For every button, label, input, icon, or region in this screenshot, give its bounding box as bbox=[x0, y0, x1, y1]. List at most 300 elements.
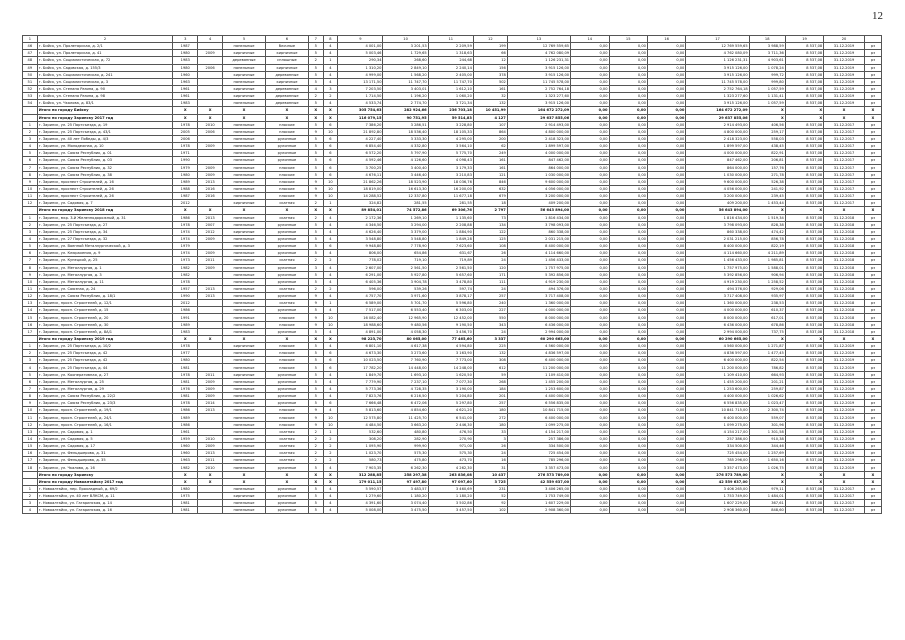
table-cell: 2 849,10 bbox=[383, 64, 428, 71]
table-cell: 238,53 bbox=[749, 300, 785, 307]
table-row bbox=[23, 157, 882, 164]
table-cell: 1 057,59 bbox=[749, 100, 785, 107]
table-cell: 4 bbox=[23, 507, 38, 514]
address-cell: г. Заринск, ул. Союза Республик, д. 23/3 bbox=[37, 400, 173, 407]
table-cell: 2 240,14 bbox=[428, 64, 473, 71]
table-cell: 1 057,59 bbox=[749, 85, 785, 92]
table-cell: 0,00 bbox=[647, 71, 685, 78]
table-cell: 6 bbox=[323, 121, 338, 128]
table-cell: 10 451,99 bbox=[473, 107, 507, 114]
table-cell: 5 bbox=[308, 64, 323, 71]
table-cell: 8 537,08 bbox=[785, 221, 823, 228]
table-cell: 1986 bbox=[173, 421, 198, 428]
table-cell: 1 323 277,60 bbox=[507, 93, 570, 100]
table-cell: 6 bbox=[323, 364, 338, 371]
table-cell: 0,00 bbox=[609, 328, 647, 335]
table-cell: 8 537,08 bbox=[785, 364, 823, 371]
table-cell: 2010 bbox=[198, 121, 223, 128]
table-cell: 0,00 bbox=[609, 335, 647, 342]
table-cell: панельные bbox=[223, 350, 266, 357]
table-cell: 0,00 bbox=[609, 57, 647, 64]
table-cell: 1 757 975,00 bbox=[686, 264, 749, 271]
table-cell: 5 bbox=[308, 221, 323, 228]
table-cell: рз bbox=[864, 293, 881, 300]
table-cell: 0,00 bbox=[609, 85, 647, 92]
table-cell bbox=[198, 507, 223, 514]
table-cell: 2 994 000,00 bbox=[686, 328, 749, 335]
table-cell: 13 171,50 bbox=[338, 78, 383, 85]
table-cell: 31.12.2019 bbox=[824, 428, 865, 435]
table-cell: 33 bbox=[473, 428, 507, 435]
table-cell: 4 bbox=[323, 371, 338, 378]
table-cell: 5 797,90 bbox=[383, 150, 428, 157]
table-cell: 31.12.2017 bbox=[824, 171, 865, 178]
table-cell: 4 bbox=[323, 50, 338, 57]
table-cell: 664,93 bbox=[749, 371, 785, 378]
table-cell: 50 bbox=[23, 71, 38, 78]
table-row bbox=[23, 257, 882, 264]
table-cell: рулонные bbox=[265, 157, 308, 164]
table-cell: 11 bbox=[23, 414, 38, 421]
table-row bbox=[23, 285, 882, 292]
table-cell: 1983 bbox=[173, 328, 198, 335]
table-cell: 227 bbox=[473, 307, 507, 314]
table-cell: 1976 bbox=[173, 385, 198, 392]
table-cell: 282,90 bbox=[383, 435, 428, 442]
address-cell: г. Заринск, ул. Садовая, д. 5 bbox=[37, 435, 173, 442]
table-cell: 4 560 000,00 bbox=[686, 343, 749, 350]
table-cell: 4 400 000,00 bbox=[686, 393, 749, 400]
table-cell: рз bbox=[864, 135, 881, 142]
table-cell: 31.12.2018 bbox=[824, 300, 865, 307]
table-cell: рулонные bbox=[265, 328, 308, 335]
table-cell: 161 bbox=[473, 85, 507, 92]
table-cell: панельные bbox=[223, 285, 266, 292]
table-cell: 2 bbox=[308, 450, 323, 457]
table-cell: 31.12.2017 bbox=[824, 500, 865, 507]
table-cell: X bbox=[265, 114, 308, 121]
table-cell: 10 bbox=[323, 185, 338, 192]
table-cell: 3 357 473,00 bbox=[686, 464, 749, 471]
table-cell: 0,00 bbox=[571, 107, 609, 114]
table-cell: 31.12.2019 bbox=[824, 343, 865, 350]
address-cell: г. Заринск, ул. Металлургов, д. 25 bbox=[37, 378, 173, 385]
table-cell: 6 405,36 bbox=[338, 278, 383, 285]
table-cell: 18 bbox=[23, 464, 38, 471]
address-cell: г. Бийск, ул. Чкалова, д. 83/1 bbox=[37, 100, 173, 107]
table-cell: 4 001,00 bbox=[338, 43, 383, 50]
table-cell: 1 607 229,00 bbox=[507, 500, 570, 507]
table-row bbox=[23, 78, 882, 85]
table-cell: 0,00 bbox=[571, 43, 609, 50]
table-cell: 4 891,00 bbox=[338, 328, 383, 335]
table-cell: 2 bbox=[308, 57, 323, 64]
table-cell: 597,74 bbox=[428, 285, 473, 292]
table-cell: 1 126 231,31 bbox=[686, 57, 749, 64]
table-cell: 4 391,60 bbox=[338, 500, 383, 507]
table-cell: 249 bbox=[473, 150, 507, 157]
table-cell: 0,00 bbox=[609, 43, 647, 50]
table-row bbox=[23, 71, 882, 78]
table-cell: 42 559 637,00 bbox=[507, 478, 570, 485]
table-row bbox=[23, 343, 882, 350]
table-cell: 0,00 bbox=[609, 357, 647, 364]
table-cell: 539,26 bbox=[383, 285, 428, 292]
table-cell: 0,00 bbox=[571, 185, 609, 192]
table-cell: панельные bbox=[223, 214, 266, 221]
table-cell: 0,00 bbox=[647, 428, 685, 435]
table-cell: 0,00 bbox=[609, 414, 647, 421]
table-cell: панельные bbox=[223, 385, 266, 392]
table-cell: 12 bbox=[473, 57, 507, 64]
table-cell: 4 533,74 bbox=[338, 100, 383, 107]
address-cell: г. Бийск, ул. Садовская, д. 155/3 bbox=[37, 64, 173, 71]
table-cell: 3 478,80 bbox=[428, 278, 473, 285]
table-cell: 1 109 410,00 bbox=[507, 371, 570, 378]
subtotal-row bbox=[23, 471, 882, 478]
table-cell: рз bbox=[864, 507, 881, 514]
table-cell: 16 bbox=[23, 450, 38, 457]
table-cell: 9 bbox=[308, 321, 323, 328]
table-cell: 31.12.2019 bbox=[824, 414, 865, 421]
table-row bbox=[23, 193, 882, 200]
table-cell: 31.12.2019 bbox=[824, 407, 865, 414]
table-cell: рз bbox=[864, 257, 881, 264]
table-cell: 8 537,08 bbox=[785, 464, 823, 471]
header-cell: 19 bbox=[785, 36, 823, 43]
table-cell: 971,00 bbox=[428, 443, 473, 450]
address-cell: г. Заринск, просп. Строителей, д. 30 bbox=[37, 321, 173, 328]
table-cell: 2010 bbox=[198, 435, 223, 442]
table-cell: 268 bbox=[473, 378, 507, 385]
table-cell: 2 774,70 bbox=[383, 100, 428, 107]
table-cell: 0,00 bbox=[647, 143, 685, 150]
address-cell: г. Заринск, проспект Строителей, д. 26 bbox=[37, 193, 173, 200]
table-cell: 276 573 789,00 bbox=[507, 471, 570, 478]
table-cell: рз bbox=[864, 143, 881, 150]
header-cell: 5 bbox=[223, 36, 266, 43]
table-cell: 2 bbox=[308, 93, 323, 100]
table-cell: 2 bbox=[308, 435, 323, 442]
table-cell: 4 621,20 bbox=[428, 407, 473, 414]
table-cell: скатная bbox=[265, 257, 308, 264]
address-cell: г. Заринск, ул. Фельдшерова, д. 31 bbox=[37, 450, 173, 457]
table-cell: рз bbox=[864, 221, 881, 228]
table-cell: X bbox=[749, 207, 785, 214]
table-cell: 7 bbox=[23, 257, 38, 264]
header-cell: 14 bbox=[571, 36, 609, 43]
table-cell: 10 bbox=[323, 193, 338, 200]
table-cell: 5 927,80 bbox=[383, 271, 428, 278]
table-cell: 4 bbox=[323, 71, 338, 78]
table-cell: рз bbox=[864, 264, 881, 271]
table-cell: 1 095,90 bbox=[338, 443, 383, 450]
table-cell: 502 bbox=[473, 78, 507, 85]
table-cell: 12 769 559,65 bbox=[686, 43, 749, 50]
table-cell: 5 bbox=[308, 100, 323, 107]
table-cell: 0,00 bbox=[647, 321, 685, 328]
table-cell: 3 798 093,00 bbox=[507, 221, 570, 228]
table-row bbox=[23, 507, 882, 514]
table-cell: 8 537,08 bbox=[785, 164, 823, 171]
address-cell: г. Заринск, мкр. 3-й Железнодорожный, д. 31 bbox=[37, 214, 173, 221]
table-cell: 1959 bbox=[173, 435, 198, 442]
table-cell: 0,00 bbox=[609, 435, 647, 442]
table-cell: 272 bbox=[473, 414, 507, 421]
table-cell: 0,00 bbox=[647, 100, 685, 107]
table-cell: 5 bbox=[308, 150, 323, 157]
table-cell: 54 bbox=[23, 100, 38, 107]
table-cell: 4 bbox=[323, 464, 338, 471]
table-cell: 7 bbox=[23, 164, 38, 171]
table-cell: 8 537,08 bbox=[785, 307, 823, 314]
table-cell: рз bbox=[864, 164, 881, 171]
table-cell: 1 849,70 bbox=[338, 371, 383, 378]
table-cell: 0,00 bbox=[647, 50, 685, 57]
address-cell: г. Бийск, ул. Социалистическая, д. 241 bbox=[37, 71, 173, 78]
table-cell: 5 bbox=[308, 371, 323, 378]
table-cell: скатная bbox=[265, 285, 308, 292]
table-cell: 2 209,59 bbox=[428, 43, 473, 50]
table-row bbox=[23, 228, 882, 235]
table-cell: 0,00 bbox=[609, 321, 647, 328]
table-cell: 0,00 bbox=[609, 385, 647, 392]
table-cell: 0,00 bbox=[609, 128, 647, 135]
table-cell: 0,00 bbox=[609, 478, 647, 485]
table-cell: скатная bbox=[265, 435, 308, 442]
table-cell: 60 290 665,00 bbox=[686, 335, 749, 342]
table-cell: 0,00 bbox=[647, 478, 685, 485]
table-cell: 31.12.2017 bbox=[824, 507, 865, 514]
table-cell bbox=[198, 300, 223, 307]
table-cell: 49 bbox=[23, 64, 38, 71]
table-cell: X bbox=[198, 335, 223, 342]
table-cell: 9 948,80 bbox=[338, 243, 383, 250]
table-cell: 0,00 bbox=[571, 478, 609, 485]
table-cell: 1 023,47 bbox=[749, 400, 785, 407]
table-cell: 239,45 bbox=[749, 193, 785, 200]
table-cell: 8 537,08 bbox=[785, 421, 823, 428]
table-cell: 8 537,08 bbox=[785, 393, 823, 400]
table-cell: рз bbox=[864, 428, 881, 435]
table-cell: 4 211,89 bbox=[749, 250, 785, 257]
table-cell: 161 bbox=[473, 157, 507, 164]
table-cell: 42 559 637,00 bbox=[686, 478, 749, 485]
table-cell: 0,00 bbox=[571, 250, 609, 257]
table-cell: 1980 bbox=[173, 171, 198, 178]
address-cell: г. Заринск, ул. Союза Республик, д. 32 bbox=[37, 164, 173, 171]
table-cell: 8 537,08 bbox=[785, 428, 823, 435]
table-cell: 4 bbox=[323, 271, 338, 278]
table-cell: 4 bbox=[23, 364, 38, 371]
table-cell: панельные bbox=[223, 135, 266, 142]
table-cell: рз bbox=[864, 50, 881, 57]
table-cell: 0,00 bbox=[609, 314, 647, 321]
table-cell: 259,87 bbox=[749, 385, 785, 392]
table-cell: 3 273,60 bbox=[383, 350, 428, 357]
table-cell: 2006 bbox=[198, 64, 223, 71]
address-cell: г. Новоалтайск, ул. Гагаринская, д. 16 bbox=[37, 507, 173, 514]
table-cell: 31.12.2018 bbox=[824, 307, 865, 314]
table-cell: 1990 bbox=[173, 293, 198, 300]
table-cell: 8 537,08 bbox=[785, 350, 823, 357]
table-cell: рулонные bbox=[265, 378, 308, 385]
table-cell: 10 bbox=[23, 407, 38, 414]
table-cell: 6 291,00 bbox=[338, 271, 383, 278]
table-cell: 406,56 bbox=[749, 121, 785, 128]
table-cell: 241,92 bbox=[749, 185, 785, 192]
table-cell: 4 919 230,00 bbox=[507, 278, 570, 285]
table-cell: 206,81 bbox=[749, 157, 785, 164]
table-cell: 5 bbox=[308, 71, 323, 78]
table-cell: 5 297,80 bbox=[428, 400, 473, 407]
table-cell: 9 bbox=[308, 414, 323, 421]
table-cell: 8 537,08 bbox=[785, 293, 823, 300]
address-cell: г. Заринск, ул. Молодежная, д. 10 bbox=[37, 143, 173, 150]
table-cell bbox=[198, 150, 223, 157]
table-cell: 31.12.2019 bbox=[824, 78, 865, 85]
table-cell: 0,00 bbox=[647, 500, 685, 507]
header-cell: 8 bbox=[323, 36, 338, 43]
table-cell: 2013 bbox=[198, 285, 223, 292]
table-row bbox=[23, 135, 882, 142]
table-cell: 1978 bbox=[173, 221, 198, 228]
table-cell: 8 537,08 bbox=[785, 435, 823, 442]
table-row bbox=[23, 85, 882, 92]
table-cell: плоские bbox=[265, 121, 308, 128]
table-cell: 31.12.2019 bbox=[824, 50, 865, 57]
table-cell: 8 537,08 bbox=[785, 400, 823, 407]
table-cell: рулонные bbox=[265, 400, 308, 407]
table-cell: 1989 bbox=[173, 414, 198, 421]
table-cell: 1 253 600,00 bbox=[507, 385, 570, 392]
table-cell: 1 899 597,00 bbox=[686, 143, 749, 150]
table-cell: 0,00 bbox=[571, 193, 609, 200]
table-cell: 2 208,88 bbox=[428, 221, 473, 228]
table-row bbox=[23, 235, 882, 242]
table-cell: 1 030 000,00 bbox=[686, 171, 749, 178]
table-cell: 6 553,40 bbox=[383, 307, 428, 314]
table-cell: 2 908 360,00 bbox=[507, 507, 570, 514]
table-cell bbox=[198, 485, 223, 492]
table-cell: 2013 bbox=[198, 214, 223, 221]
table-cell: 2013 bbox=[198, 178, 223, 185]
address-cell: г. Заринск, ул. Кооперативная, д. 27 bbox=[37, 371, 173, 378]
table-cell: 8 537,08 bbox=[785, 285, 823, 292]
table-cell: 367,61 bbox=[749, 500, 785, 507]
table-cell: 1981 bbox=[173, 507, 198, 514]
table-cell: 0,00 bbox=[609, 307, 647, 314]
table-cell: 1989 bbox=[173, 321, 198, 328]
table-cell: рз bbox=[864, 271, 881, 278]
table-cell: 5 bbox=[308, 500, 323, 507]
table-cell: 5 bbox=[308, 121, 323, 128]
table-cell: 10 841 715,00 bbox=[686, 407, 749, 414]
table-cell: X bbox=[785, 335, 823, 342]
table-cell: 244,68 bbox=[428, 57, 473, 64]
table-cell: 18 523,90 bbox=[383, 178, 428, 185]
table-cell: 0,00 bbox=[647, 114, 685, 121]
table-cell: 5 bbox=[308, 400, 323, 407]
table-cell: 4 762 080,09 bbox=[686, 50, 749, 57]
table-cell: деревянные bbox=[223, 57, 266, 64]
table-cell: 7 779,90 bbox=[338, 378, 383, 385]
table-cell: 3 286,51 bbox=[383, 121, 428, 128]
table-cell: X bbox=[323, 471, 338, 478]
table-cell: 4 bbox=[323, 407, 338, 414]
table-cell: 0,00 bbox=[571, 371, 609, 378]
table-cell: кирпичные bbox=[223, 85, 266, 92]
table-cell: 1973 bbox=[173, 257, 198, 264]
table-cell: 31.12.2018 bbox=[824, 314, 865, 321]
table-cell: рз bbox=[864, 500, 881, 507]
table-cell: 2 bbox=[308, 200, 323, 207]
address-cell: Итого по городу Новоалтайску 2017 год bbox=[37, 478, 173, 485]
table-cell: 1957 bbox=[173, 285, 198, 292]
table-cell: панельные bbox=[223, 78, 266, 85]
table-row bbox=[23, 385, 882, 392]
table-cell: 1 bbox=[23, 343, 38, 350]
table-cell: кирпичные bbox=[223, 71, 266, 78]
table-cell: 5 bbox=[308, 135, 323, 142]
table-cell: 0,00 bbox=[647, 278, 685, 285]
table-cell: 910,38 bbox=[749, 435, 785, 442]
table-cell: 7 077,30 bbox=[428, 378, 473, 385]
table-cell: 31.12.2019 bbox=[824, 457, 865, 464]
table-cell: 111 bbox=[473, 278, 507, 285]
table-row bbox=[23, 457, 882, 464]
table-cell: скатная bbox=[265, 450, 308, 457]
table-cell: 2 bbox=[308, 214, 323, 221]
table-cell: 2 bbox=[23, 128, 38, 135]
table-cell bbox=[198, 85, 223, 92]
table-cell: панельные bbox=[223, 250, 266, 257]
table-cell: 2005 bbox=[173, 128, 198, 135]
table-cell: 1978 bbox=[173, 343, 198, 350]
table-cell: 0,00 bbox=[647, 450, 685, 457]
table-cell: 0,00 bbox=[647, 93, 685, 100]
table-cell: 31.12.2018 bbox=[824, 278, 865, 285]
table-cell: 8 537,08 bbox=[785, 64, 823, 71]
table-cell: панельные bbox=[223, 43, 266, 50]
table-cell: 0,00 bbox=[647, 264, 685, 271]
table-cell: 1 109 410,00 bbox=[686, 371, 749, 378]
table-cell: 0,00 bbox=[609, 93, 647, 100]
table-cell: 4 000 000,00 bbox=[507, 150, 570, 157]
table-cell: 1961 bbox=[173, 428, 198, 435]
address-cell: г. Заринск, ул. Металлургов, д. 1 bbox=[37, 264, 173, 271]
table-cell: X bbox=[824, 114, 865, 121]
table-cell bbox=[23, 207, 38, 214]
table-row bbox=[23, 421, 882, 428]
table-cell: 9 bbox=[308, 193, 323, 200]
table-cell: 0,00 bbox=[571, 400, 609, 407]
table-cell: рз bbox=[864, 300, 881, 307]
table-cell bbox=[198, 78, 223, 85]
table-cell: 6 bbox=[23, 157, 38, 164]
table-cell: 31.12.2017 bbox=[824, 193, 865, 200]
table-cell: 0,00 bbox=[647, 443, 685, 450]
table-cell: X bbox=[223, 107, 266, 114]
table-cell: 1 456 433,00 bbox=[686, 257, 749, 264]
table-cell: 654,86 bbox=[383, 250, 428, 257]
table-cell: 17 bbox=[23, 457, 38, 464]
table-cell: 0,00 bbox=[609, 214, 647, 221]
table-cell: 6 854,40 bbox=[338, 143, 383, 150]
table-cell: 0,00 bbox=[571, 378, 609, 385]
table-cell: 719,10 bbox=[383, 257, 428, 264]
table-cell: 324,82 bbox=[338, 200, 383, 207]
